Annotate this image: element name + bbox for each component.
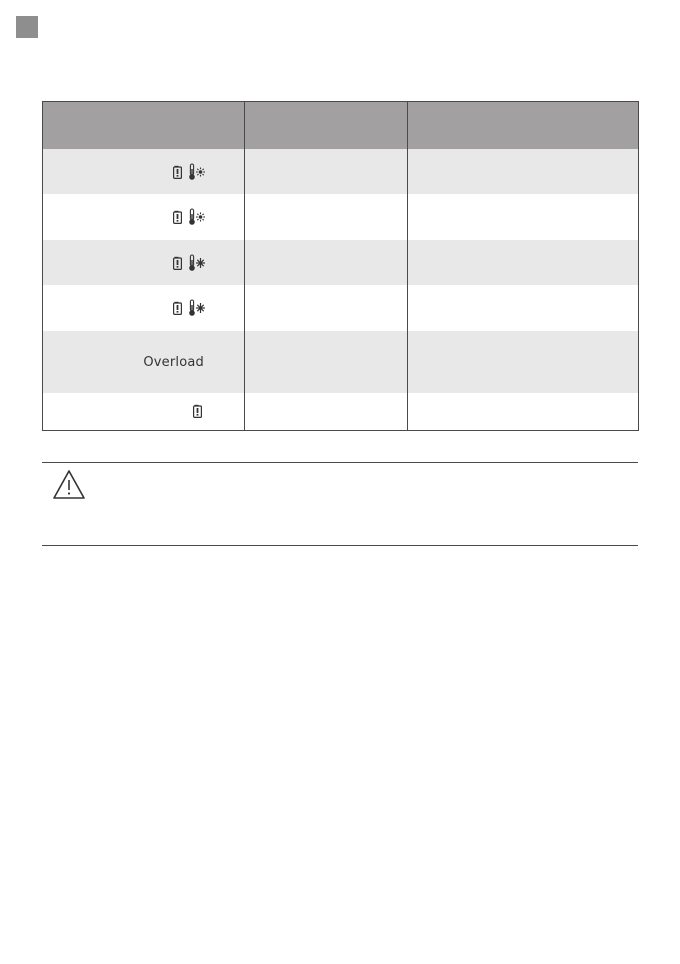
- page-corner-marker: [16, 16, 38, 38]
- header-cell-2: [245, 102, 408, 150]
- battery-warning-icon: [193, 404, 202, 418]
- description-cell: [245, 285, 408, 331]
- status-table: [42, 101, 639, 431]
- action-cell: [408, 393, 639, 430]
- battery-warning-icon: [173, 256, 182, 270]
- table-row: [43, 194, 639, 240]
- thermometer-cold-icon: [188, 299, 206, 317]
- warning-triangle-icon: [52, 469, 86, 501]
- indicator-cell: [43, 194, 245, 240]
- header-cell-3: [408, 102, 639, 150]
- description-cell: [245, 149, 408, 194]
- table-row: [43, 149, 639, 194]
- battery-warning-icon: [173, 301, 182, 315]
- thermometer-heat-icon: [188, 163, 206, 181]
- indicator-cell: [43, 240, 245, 285]
- indicator-cell: [43, 331, 245, 393]
- table-row: [43, 393, 639, 430]
- table-row: [43, 240, 639, 285]
- battery-warning-icon: [173, 165, 182, 179]
- action-cell: [408, 240, 639, 285]
- table-row: [43, 285, 639, 331]
- action-cell: [408, 194, 639, 240]
- indicator-cell: [43, 285, 245, 331]
- thermometer-heat-icon: [188, 208, 206, 226]
- battery-warning-icon: [173, 210, 182, 224]
- description-cell: [245, 240, 408, 285]
- description-cell: [245, 331, 408, 393]
- action-cell: [408, 149, 639, 194]
- description-cell: [245, 393, 408, 430]
- indicator-cell: [43, 393, 245, 430]
- header-cell-1: [43, 102, 245, 150]
- thermometer-cold-icon: [188, 254, 206, 272]
- table-header-row: [43, 102, 639, 150]
- action-cell: [408, 331, 639, 393]
- action-cell: [408, 285, 639, 331]
- table-row: [43, 331, 639, 393]
- indicator-cell: [43, 149, 245, 194]
- overload-label: Overload: [143, 354, 204, 370]
- description-cell: [245, 194, 408, 240]
- warning-notice: [42, 462, 638, 546]
